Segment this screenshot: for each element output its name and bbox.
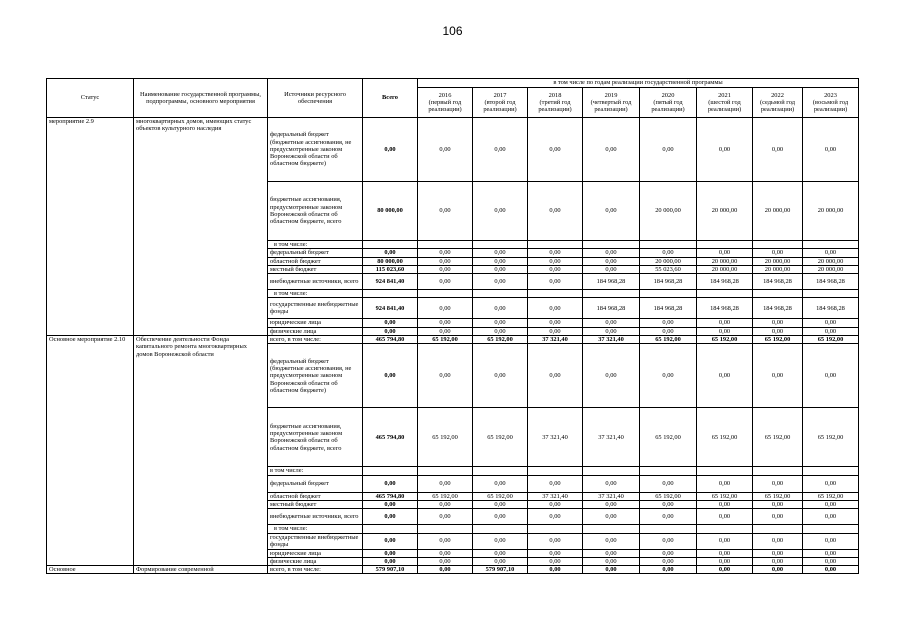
total-cell: 0,00 (363, 475, 418, 492)
year-value-cell: 0,00 (583, 509, 640, 525)
year-value-cell: 0,00 (803, 344, 859, 408)
year-value-cell: 37 321,40 (583, 492, 640, 500)
year-value-cell: 65 192,00 (473, 492, 528, 500)
year-value-cell: 65 192,00 (753, 408, 803, 467)
year-value-cell: 0,00 (473, 475, 528, 492)
funding-source: федеральный бюджет (268, 475, 363, 492)
year-value-cell: 0,00 (418, 249, 473, 257)
year-value-cell (418, 290, 473, 298)
total-cell: 80 000,00 (363, 182, 418, 241)
year-value-cell: 184 968,28 (583, 274, 640, 290)
year-value-cell: 0,00 (640, 249, 697, 257)
year-value-cell (528, 241, 583, 249)
year-value-cell: 0,00 (473, 557, 528, 565)
year-value-cell: 0,00 (473, 319, 528, 327)
year-value-cell: 0,00 (528, 475, 583, 492)
total-cell: 0,00 (363, 533, 418, 549)
funding-source: государственные внебюджетные фонды (268, 533, 363, 549)
funding-source: внебюджетные источники, всего (268, 274, 363, 290)
year-value-cell: 0,00 (473, 257, 528, 265)
year-value-cell (528, 525, 583, 533)
year-value-cell: 65 192,00 (803, 492, 859, 500)
year-value-cell: 0,00 (528, 274, 583, 290)
year-value-cell: 37 321,40 (528, 492, 583, 500)
year-value-cell: 65 192,00 (640, 336, 697, 344)
header-total: Всего (363, 79, 418, 118)
year-value-cell (753, 525, 803, 533)
year-value-cell: 65 192,00 (418, 408, 473, 467)
year-value-cell (418, 525, 473, 533)
year-value-cell: 0,00 (753, 249, 803, 257)
year-value-cell: 0,00 (418, 257, 473, 265)
activity-status: Основное (47, 566, 134, 574)
year-value-cell: 0,00 (528, 257, 583, 265)
table-row (47, 336, 859, 344)
activity-name: многоквартирных домов, имеющих статус объектов культурного наследия (134, 118, 268, 336)
header-source: Источники ресурсного обеспечения (268, 79, 363, 118)
total-cell: 0,00 (363, 549, 418, 557)
header-status: Статус (47, 79, 134, 118)
year-value-cell: 0,00 (803, 319, 859, 327)
year-value-cell: 0,00 (583, 533, 640, 549)
year-value-cell: 0,00 (418, 118, 473, 182)
total-cell: 0,00 (363, 509, 418, 525)
year-value-cell: 65 192,00 (473, 408, 528, 467)
year-value-cell: 0,00 (418, 319, 473, 327)
year-value-cell (473, 290, 528, 298)
funding-source: федеральный бюджет (бюджетные ассигнования, не предусмотренные законом Воронежской области об областном бюджете) (268, 118, 363, 182)
year-value-cell (528, 290, 583, 298)
year-value-cell: 0,00 (418, 509, 473, 525)
year-value-cell: 0,00 (473, 533, 528, 549)
year-value-cell: 0,00 (473, 274, 528, 290)
funding-source: федеральный бюджет (бюджетные ассигнования, не предусмотренные законом Воронежской области об областном бюджете) (268, 344, 363, 408)
year-value-cell (473, 467, 528, 475)
header-year-number: 2017 (493, 91, 507, 99)
year-value-cell: 0,00 (528, 566, 583, 574)
total-cell: 0,00 (363, 344, 418, 408)
year-value-cell: 37 321,40 (583, 408, 640, 467)
year-value-cell (528, 467, 583, 475)
funding-source: государственные внебюджетные фонды (268, 298, 363, 319)
total-cell: 80 000,00 (363, 257, 418, 265)
year-value-cell: 0,00 (583, 118, 640, 182)
total-cell: 0,00 (363, 557, 418, 565)
year-value-cell: 0,00 (697, 509, 753, 525)
header-year-number: 2023 (824, 91, 837, 99)
year-value-cell: 0,00 (528, 557, 583, 565)
header-year-number: 2019 (604, 91, 618, 99)
year-value-cell: 0,00 (418, 298, 473, 319)
header-year-label: (второй год реализации) (483, 98, 517, 114)
year-value-cell: 20 000,00 (753, 265, 803, 273)
total-cell: 0,00 (363, 327, 418, 335)
funding-source: бюджетные ассигнования, предусмотренные законом Воронежской области об областном бюджете, всего (268, 408, 363, 467)
header-year-label: (пятый год реализации) (651, 98, 685, 114)
funding-source: местный бюджет (268, 500, 363, 508)
year-value-cell: 0,00 (418, 500, 473, 508)
year-value-cell: 0,00 (753, 344, 803, 408)
year-value-cell: 0,00 (528, 549, 583, 557)
year-value-cell: 0,00 (640, 475, 697, 492)
year-value-cell: 0,00 (528, 533, 583, 549)
year-value-cell (473, 525, 528, 533)
year-value-cell: 0,00 (418, 557, 473, 565)
year-value-cell: 0,00 (418, 327, 473, 335)
year-value-cell (418, 241, 473, 249)
year-value-cell: 0,00 (528, 182, 583, 241)
year-value-cell: 0,00 (473, 509, 528, 525)
header-year-label: (шестой год реализации) (707, 98, 742, 114)
year-value-cell: 0,00 (803, 533, 859, 549)
total-cell (363, 290, 418, 298)
year-value-cell: 184 968,28 (583, 298, 640, 319)
year-value-cell: 0,00 (753, 319, 803, 327)
year-value-cell: 0,00 (583, 257, 640, 265)
funding-source: всего, в том числе: (268, 336, 363, 344)
funding-source: в том числе: (268, 290, 363, 298)
year-value-cell: 20 000,00 (803, 257, 859, 265)
year-value-cell (583, 290, 640, 298)
year-value-cell (473, 241, 528, 249)
year-value-cell: 0,00 (583, 319, 640, 327)
year-value-cell: 20 000,00 (803, 265, 859, 273)
funding-source: юридические лица (268, 319, 363, 327)
year-value-cell: 20 000,00 (697, 265, 753, 273)
header-year-label: (седьмой год реализации) (760, 98, 795, 114)
year-value-cell (753, 290, 803, 298)
year-value-cell (697, 290, 753, 298)
year-value-cell (753, 467, 803, 475)
funding-source: всего, в том числе: (268, 566, 363, 574)
total-cell: 579 907,10 (363, 566, 418, 574)
year-value-cell: 0,00 (528, 509, 583, 525)
year-value-cell: 184 968,28 (697, 274, 753, 290)
year-value-cell: 0,00 (697, 319, 753, 327)
year-value-cell: 0,00 (803, 509, 859, 525)
activity-status: Основное мероприятие 2.10 (47, 336, 134, 566)
page-number: 106 (442, 24, 463, 38)
year-value-cell: 0,00 (473, 327, 528, 335)
year-value-cell: 0,00 (583, 566, 640, 574)
total-cell: 924 841,40 (363, 274, 418, 290)
year-value-cell: 0,00 (753, 509, 803, 525)
year-value-cell: 65 192,00 (697, 336, 753, 344)
year-value-cell: 0,00 (640, 319, 697, 327)
year-value-cell: 0,00 (803, 557, 859, 565)
total-cell: 115 023,60 (363, 265, 418, 273)
year-value-cell: 0,00 (528, 500, 583, 508)
header-year (583, 88, 640, 118)
year-value-cell: 0,00 (697, 118, 753, 182)
header-year (528, 88, 583, 118)
year-value-cell: 65 192,00 (418, 492, 473, 500)
year-value-cell: 0,00 (528, 118, 583, 182)
header-year (640, 88, 697, 118)
year-value-cell: 0,00 (473, 500, 528, 508)
year-value-cell: 0,00 (473, 344, 528, 408)
year-value-cell (640, 241, 697, 249)
header-year-number: 2021 (718, 91, 731, 99)
year-value-cell (803, 525, 859, 533)
year-value-cell: 184 968,28 (640, 274, 697, 290)
year-value-cell: 0,00 (418, 265, 473, 273)
header-year-number: 2016 (438, 91, 452, 99)
year-value-cell: 0,00 (583, 549, 640, 557)
year-value-cell (583, 467, 640, 475)
year-value-cell: 0,00 (473, 265, 528, 273)
year-value-cell: 0,00 (803, 566, 859, 574)
year-value-cell: 0,00 (418, 182, 473, 241)
year-value-cell: 20 000,00 (697, 257, 753, 265)
year-value-cell: 65 192,00 (418, 336, 473, 344)
year-value-cell: 184 968,28 (753, 274, 803, 290)
year-value-cell: 20 000,00 (640, 257, 697, 265)
header-year-number: 2018 (548, 91, 562, 99)
year-value-cell: 55 023,60 (640, 265, 697, 273)
year-value-cell: 65 192,00 (697, 492, 753, 500)
year-value-cell (640, 525, 697, 533)
total-cell: 0,00 (363, 118, 418, 182)
year-value-cell: 0,00 (697, 566, 753, 574)
activity-status: мероприятие 2.9 (47, 118, 134, 336)
year-value-cell: 65 192,00 (473, 336, 528, 344)
year-value-cell: 0,00 (640, 557, 697, 565)
year-value-cell: 37 321,40 (528, 336, 583, 344)
year-value-cell: 579 907,10 (473, 566, 528, 574)
year-value-cell: 0,00 (418, 475, 473, 492)
year-value-cell: 0,00 (528, 344, 583, 408)
year-value-cell: 0,00 (583, 500, 640, 508)
header-year (803, 88, 859, 118)
year-value-cell: 0,00 (528, 327, 583, 335)
year-value-cell: 0,00 (528, 298, 583, 319)
header-years-caption: в том числе по годам реализации государственной программы (418, 79, 859, 88)
year-value-cell: 184 968,28 (640, 298, 697, 319)
total-cell (363, 241, 418, 249)
year-value-cell: 0,00 (753, 327, 803, 335)
year-value-cell: 0,00 (697, 500, 753, 508)
year-value-cell (583, 525, 640, 533)
year-value-cell: 0,00 (697, 344, 753, 408)
year-value-cell: 184 968,28 (803, 298, 859, 319)
total-cell: 465 794,80 (363, 336, 418, 344)
year-value-cell: 0,00 (640, 118, 697, 182)
resource-table (46, 78, 859, 574)
year-value-cell: 0,00 (753, 475, 803, 492)
year-value-cell: 0,00 (583, 475, 640, 492)
year-value-cell: 0,00 (753, 549, 803, 557)
year-value-cell: 0,00 (803, 118, 859, 182)
year-value-cell: 65 192,00 (640, 408, 697, 467)
year-value-cell (418, 467, 473, 475)
year-value-cell: 184 968,28 (697, 298, 753, 319)
year-value-cell: 0,00 (803, 327, 859, 335)
header-year-label: (восьмой год реализации) (812, 98, 849, 114)
year-value-cell: 0,00 (803, 475, 859, 492)
year-value-cell: 0,00 (753, 118, 803, 182)
year-value-cell (803, 290, 859, 298)
funding-source: физические лица (268, 327, 363, 335)
funding-source: внебюджетные источники, всего (268, 509, 363, 525)
year-value-cell: 0,00 (640, 500, 697, 508)
total-cell (363, 525, 418, 533)
year-value-cell: 0,00 (473, 549, 528, 557)
year-value-cell: 0,00 (418, 344, 473, 408)
funding-source: в том числе: (268, 241, 363, 249)
year-value-cell (640, 467, 697, 475)
year-value-cell: 0,00 (583, 265, 640, 273)
year-value-cell: 184 968,28 (753, 298, 803, 319)
year-value-cell: 65 192,00 (640, 492, 697, 500)
activity-name: Формирование современной (134, 566, 268, 574)
funding-source: юридические лица (268, 549, 363, 557)
funding-source: бюджетные ассигнования, предусмотренные законом Воронежской области об областном бюджете, всего (268, 182, 363, 241)
year-value-cell (803, 241, 859, 249)
header-year-number: 2022 (771, 91, 784, 99)
funding-source: местный бюджет (268, 265, 363, 273)
year-value-cell: 0,00 (640, 327, 697, 335)
funding-source: физические лица (268, 557, 363, 565)
year-value-cell: 0,00 (473, 249, 528, 257)
year-value-cell: 0,00 (753, 500, 803, 508)
funding-source: в том числе: (268, 525, 363, 533)
year-value-cell (753, 241, 803, 249)
year-value-cell: 0,00 (473, 182, 528, 241)
header-name: Наименование государственной программы, подпрограммы, основного мероприятия (134, 79, 268, 118)
header-year-label: (третий год реализации) (538, 98, 572, 114)
header-year (473, 88, 528, 118)
year-value-cell: 65 192,00 (753, 492, 803, 500)
year-value-cell (697, 525, 753, 533)
year-value-cell: 20 000,00 (697, 182, 753, 241)
year-value-cell: 0,00 (528, 265, 583, 273)
total-cell: 0,00 (363, 500, 418, 508)
funding-source: федеральный бюджет (268, 249, 363, 257)
year-value-cell: 0,00 (640, 549, 697, 557)
year-value-cell: 0,00 (697, 249, 753, 257)
year-value-cell: 65 192,00 (697, 408, 753, 467)
year-value-cell: 0,00 (640, 533, 697, 549)
year-value-cell: 0,00 (803, 249, 859, 257)
table-row (47, 566, 859, 574)
year-value-cell: 20 000,00 (753, 182, 803, 241)
year-value-cell: 0,00 (418, 274, 473, 290)
year-value-cell: 0,00 (418, 549, 473, 557)
year-value-cell: 0,00 (640, 566, 697, 574)
year-value-cell: 0,00 (583, 182, 640, 241)
year-value-cell: 0,00 (753, 566, 803, 574)
header-year (697, 88, 753, 118)
total-cell: 924 841,40 (363, 298, 418, 319)
header-year-number: 2020 (661, 91, 675, 99)
year-value-cell: 0,00 (528, 249, 583, 257)
year-value-cell: 0,00 (640, 509, 697, 525)
year-value-cell (583, 241, 640, 249)
year-value-cell: 0,00 (583, 327, 640, 335)
funding-source: областной бюджет (268, 492, 363, 500)
year-value-cell: 20 000,00 (640, 182, 697, 241)
funding-source: в том числе: (268, 467, 363, 475)
year-value-cell: 184 968,28 (803, 274, 859, 290)
year-value-cell: 65 192,00 (803, 336, 859, 344)
total-cell: 0,00 (363, 319, 418, 327)
year-value-cell: 0,00 (473, 118, 528, 182)
year-value-cell: 65 192,00 (753, 336, 803, 344)
year-value-cell: 0,00 (697, 549, 753, 557)
year-value-cell (803, 467, 859, 475)
year-value-cell: 0,00 (473, 298, 528, 319)
year-value-cell: 0,00 (418, 566, 473, 574)
year-value-cell: 37 321,40 (528, 408, 583, 467)
year-value-cell: 0,00 (697, 327, 753, 335)
activity-name: Обеспечение деятельности Фонда капитального ремонта многоквартирных домов Воронежской области (134, 336, 268, 566)
year-value-cell: 0,00 (640, 344, 697, 408)
year-value-cell (640, 290, 697, 298)
year-value-cell: 0,00 (583, 557, 640, 565)
total-cell: 465 794,80 (363, 408, 418, 467)
year-value-cell: 65 192,00 (803, 408, 859, 467)
year-value-cell: 0,00 (583, 344, 640, 408)
year-value-cell: 0,00 (697, 557, 753, 565)
year-value-cell (697, 241, 753, 249)
total-cell: 0,00 (363, 249, 418, 257)
header-year-label: (четвертый год реализации) (590, 98, 632, 114)
year-value-cell: 0,00 (418, 533, 473, 549)
year-value-cell: 0,00 (803, 549, 859, 557)
header-year (418, 88, 473, 118)
header-year (753, 88, 803, 118)
year-value-cell: 0,00 (697, 533, 753, 549)
year-value-cell: 0,00 (753, 557, 803, 565)
year-value-cell: 0,00 (697, 475, 753, 492)
year-value-cell: 0,00 (583, 249, 640, 257)
year-value-cell: 0,00 (753, 533, 803, 549)
header-year-label: (первый год реализации) (428, 98, 462, 114)
year-value-cell: 37 321,40 (583, 336, 640, 344)
year-value-cell: 20 000,00 (753, 257, 803, 265)
total-cell (363, 467, 418, 475)
funding-source: областной бюджет (268, 257, 363, 265)
year-value-cell (697, 467, 753, 475)
table-row (47, 118, 859, 182)
year-value-cell: 20 000,00 (803, 182, 859, 241)
year-value-cell: 0,00 (528, 319, 583, 327)
year-value-cell: 0,00 (803, 500, 859, 508)
total-cell: 465 794,80 (363, 492, 418, 500)
